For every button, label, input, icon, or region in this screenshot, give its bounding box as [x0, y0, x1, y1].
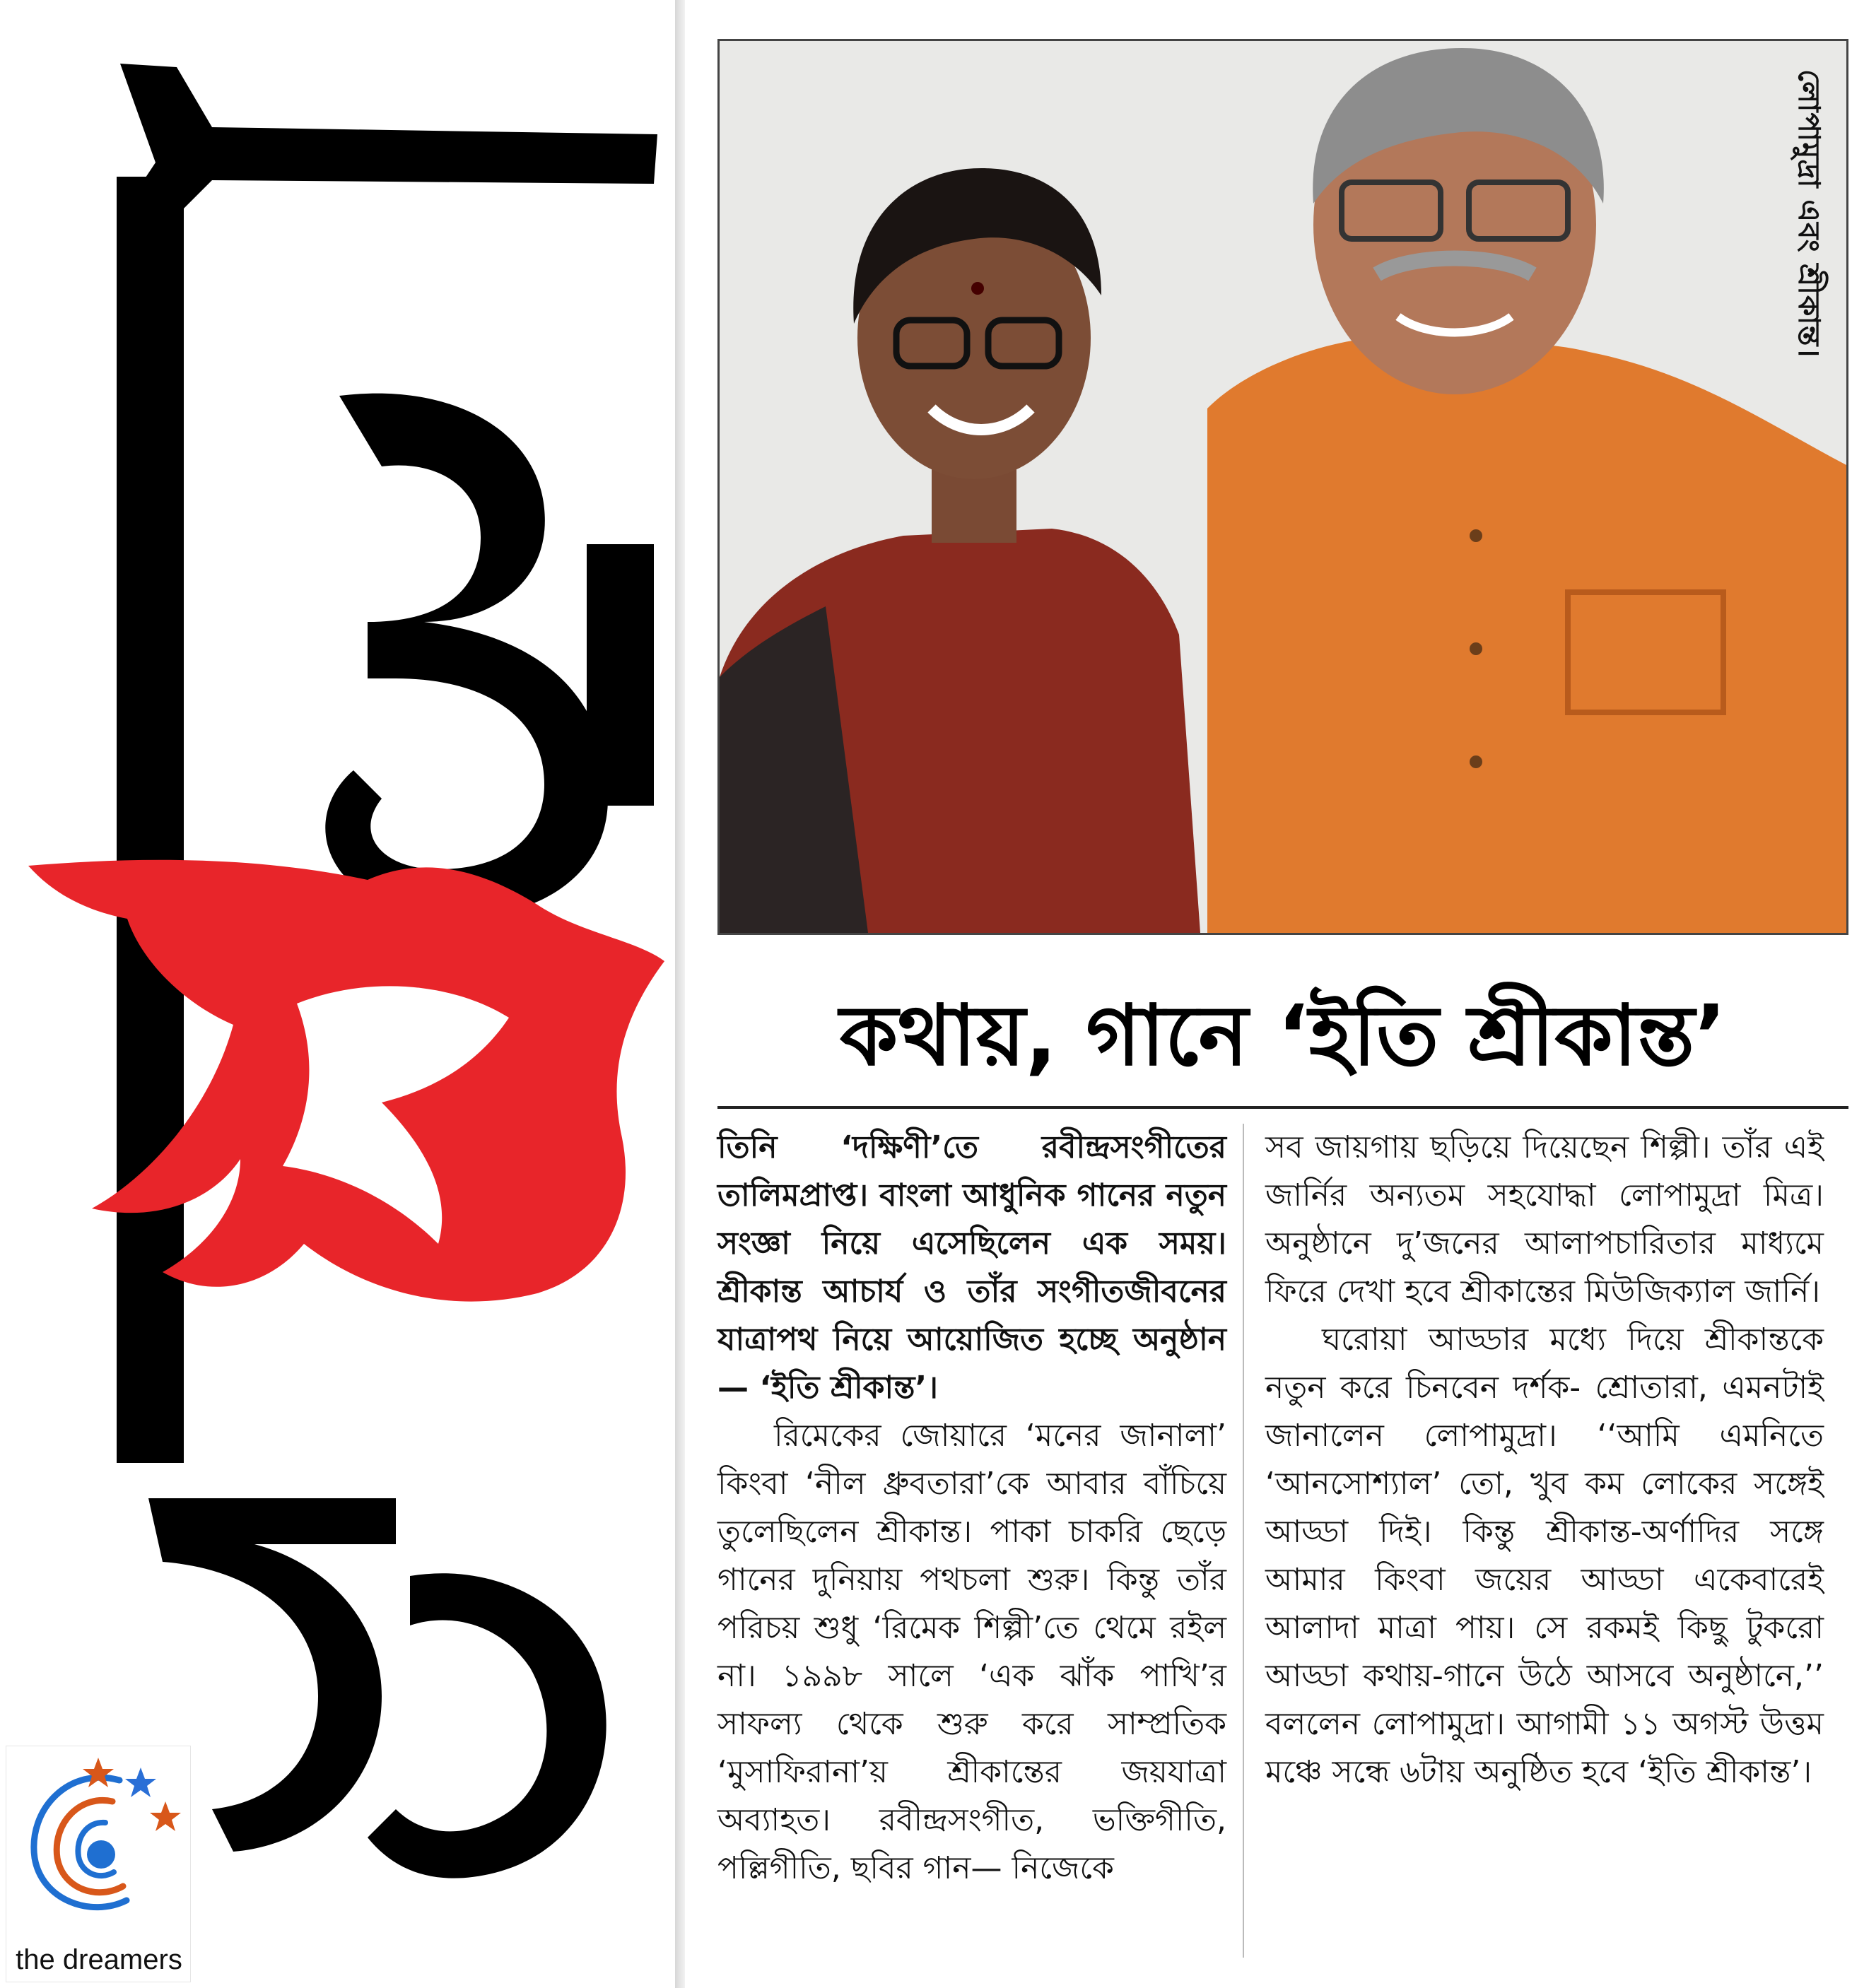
article-headline: কথায়, গানে ‘ইতি শ্রীকান্ত’ [839, 987, 1727, 1084]
masthead-lower-tail [368, 1573, 606, 1878]
masthead-top-flourish [120, 64, 657, 212]
article-paragraph: ঘরোয়া আড্ডার মধ্যে দিয়ে শ্রীকান্তকে নতুন করে চিনবেন দর্শক- শ্রোতারা, এমনটাই জানালেন লোপামুদ্রা। ‘‘আমি এমনিতে ‘আনসোশ্যাল’ তো, খুব কম লোকের সঙ্গেই আড্ডা দিই। কিন্তু শ্রীকান্ত-অর্ণাদির সঙ্গে আমার কিংবা জয়ের আড্ডা একেবারেই আলাদা মাত্রা পায়। সে রকমই কিছু টুকরো আড্ডা কথায়-গানে উঠে আসবে অনুষ্ঠানে,’’ বললেন লোপামুদ্রা। আগামী ১১ অগস্ট উত্তম মঞ্চে সন্ধে ৬টায় অনুষ্ঠিত হবে ‘ইতি শ্রীকান্ত’। [1265, 1322, 1824, 1790]
star-icon [125, 1768, 156, 1797]
star-icon [83, 1758, 114, 1787]
article-paragraph: রিমেকের জোয়ারে ‘মনের জানালা’ কিংবা ‘নীল ধ্রুবতারা’কে আবার বাঁচিয়ে তুলেছিলেন শ্রীকান্ত। পাকা চাকরি ছেড়ে গানের দুনিয়ায় পথচলা শুরু। কিন্তু তাঁর পরিচয় শুধু ‘রিমেক শিল্পী’তে থেমে রইল না। ১৯৯৮ সালে ‘এক ঝাঁক পাখি’র সাফল্য থেকে শুরু করে সাম্প্রতিক ‘মুসাফিরানা’য় শ্রীকান্তের জয়যাত্রা অব্যাহত। রবীন্দ্রসংগীত, ভক্তিগীতি, পল্লিগীতি, ছবির গান— নিজেকে [717, 1418, 1226, 1886]
the-dreamers-logo [6, 1746, 191, 1982]
column-divider [1243, 1124, 1244, 1958]
masthead-upper-letter [325, 394, 608, 917]
article-photo [717, 39, 1848, 935]
article-paragraph: সব জায়গায় ছড়িয়ে দিয়েছেন শিল্পী। তাঁর এই জার্নির অন্যতম সহযোদ্ধা লোপামুদ্রা মিত্র। অনুষ্ঠানে দু’জনের আলাপচারিতার মাধ্যমে ফিরে দেখা হবে শ্রীকান্তের মিউজিক্যাল জার্নি। [1265, 1129, 1824, 1310]
headline-rule [717, 1106, 1848, 1109]
article-paragraph: তিনি ‘দক্ষিণী’তে রবীন্দ্রসংগীতের তালিমপ্রাপ্ত। বাংলা আধুনিক গানের নতুন সংজ্ঞা নিয়ে এসেছিলেন এক সময়। শ্রীকান্ত আচার্য ও তাঁর সংগীতজীবনের যাত্রাপথ নিয়ে আয়োজিত হচ্ছে অনুষ্ঠান— ‘ইতি শ্রীকান্ত’। [717, 1129, 1226, 1406]
star-icon [150, 1801, 181, 1831]
logo-rings-icon [34, 1777, 127, 1907]
masthead-calligraphy [0, 0, 675, 1988]
logo-text: the dreamers [16, 1944, 182, 1975]
masthead-side-bar [587, 544, 654, 806]
page-gutter [675, 0, 685, 1988]
photo-credit: লোপামুদ্রা এবং শ্রীকান্ত। [1792, 69, 1827, 358]
article-column-right [1265, 1124, 1824, 1796]
article-column-left [717, 1124, 1226, 1893]
